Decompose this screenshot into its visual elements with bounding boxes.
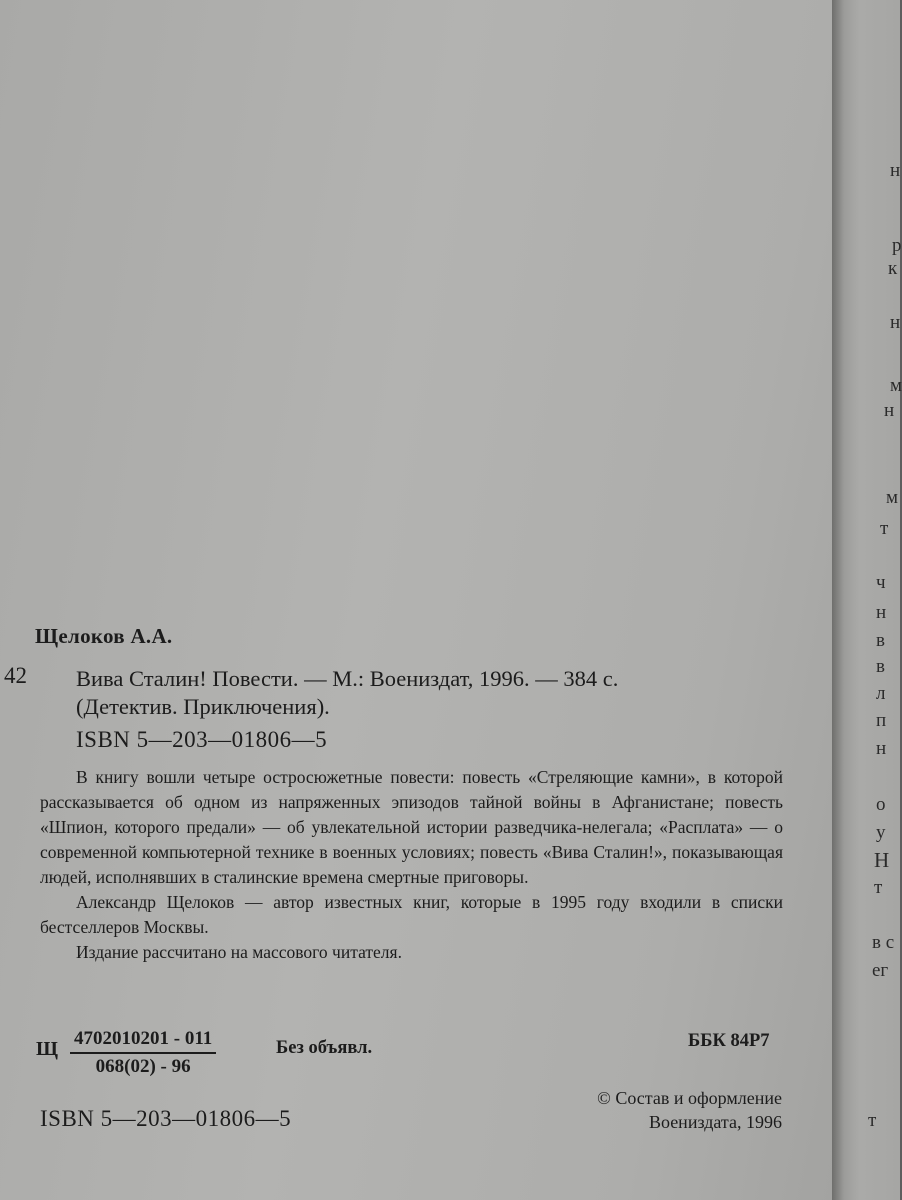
adjacent-page-fragment: р <box>892 235 902 256</box>
adjacent-page-fragment: н <box>884 400 895 421</box>
annotation <box>40 765 783 965</box>
adjacent-page-fragment: т <box>874 877 883 898</box>
bbk-code: ББК 84Р7 <box>688 1031 770 1051</box>
adjacent-page-fragment: ч <box>876 572 886 593</box>
isbn-bottom: ISBN 5—203—01806—5 <box>40 1106 292 1131</box>
bibliographic-line: Вива Сталин! Повести. — М.: Воениздат, 1996. — 384 с. <box>76 666 619 691</box>
copyright-block <box>560 1086 782 1134</box>
adjacent-page-fragment: н <box>890 160 901 181</box>
series-line: (Детектив. Приключения). <box>76 694 330 719</box>
adjacent-page-fragment: ег <box>872 960 889 981</box>
adjacent-page-fragment: м <box>890 375 902 396</box>
adjacent-page-fragment: в с <box>872 932 895 953</box>
annotation-paragraph: Александр Щелоков — автор известных книг, которые в 1995 году входили в списки бестселлеров Москвы. <box>40 892 783 937</box>
annotation-paragraph: В книгу вошли четыре остросюжетные повести: повесть «Стреляющие камни», в которой рассказывается об одном из напряженных эпизодов тайной войны в Афганистане; повесть «Шпион, которого предали» — об увлекательной истории разведчика-нелегала; «Расплата» — о современной компьютерной технике в военных условиях; повесть «Вива Сталин!», показывающая людей, исполнявших в сталинские времена смертные приговоры. <box>40 767 783 887</box>
copyright-line: © Состав и оформление <box>597 1088 782 1108</box>
adjacent-page-fragment: п <box>876 710 887 731</box>
adjacent-page-fragment: н <box>876 602 887 623</box>
adjacent-page-fragment: т <box>868 1110 877 1131</box>
adjacent-page-fragment: к <box>888 258 898 279</box>
adjacent-page-fragment: у <box>876 822 886 843</box>
adjacent-page-fragment: н <box>890 312 901 333</box>
copyright-line: Воениздата, 1996 <box>648 1112 782 1132</box>
publisher-code-denominator: 068(02) - 96 <box>95 1056 191 1077</box>
annotation-paragraph: Издание рассчитано на массового читателя. <box>76 942 402 962</box>
author-name: Щелоков А.А. <box>35 624 173 648</box>
adjacent-page-edge <box>832 0 900 1200</box>
classification-number: 42 <box>4 663 27 688</box>
adjacent-page-fragment: л <box>876 683 886 704</box>
adjacent-page-fragment: т <box>880 518 889 539</box>
index-letter: Щ <box>36 1038 58 1060</box>
publisher-code-numerator: 4702010201 - 011 <box>70 1028 216 1054</box>
adjacent-page-fragment: м <box>886 487 899 508</box>
adjacent-page-fragment: о <box>876 794 886 815</box>
no-announcement-label: Без объявл. <box>276 1038 373 1058</box>
adjacent-page-fragment: н <box>876 738 887 759</box>
adjacent-page-fragment: в <box>876 656 885 677</box>
adjacent-page-fragment: Н <box>874 848 890 872</box>
isbn-top: ISBN 5—203—01806—5 <box>76 727 328 752</box>
adjacent-page-fragment: в <box>876 630 885 651</box>
publisher-code <box>70 1028 216 1078</box>
